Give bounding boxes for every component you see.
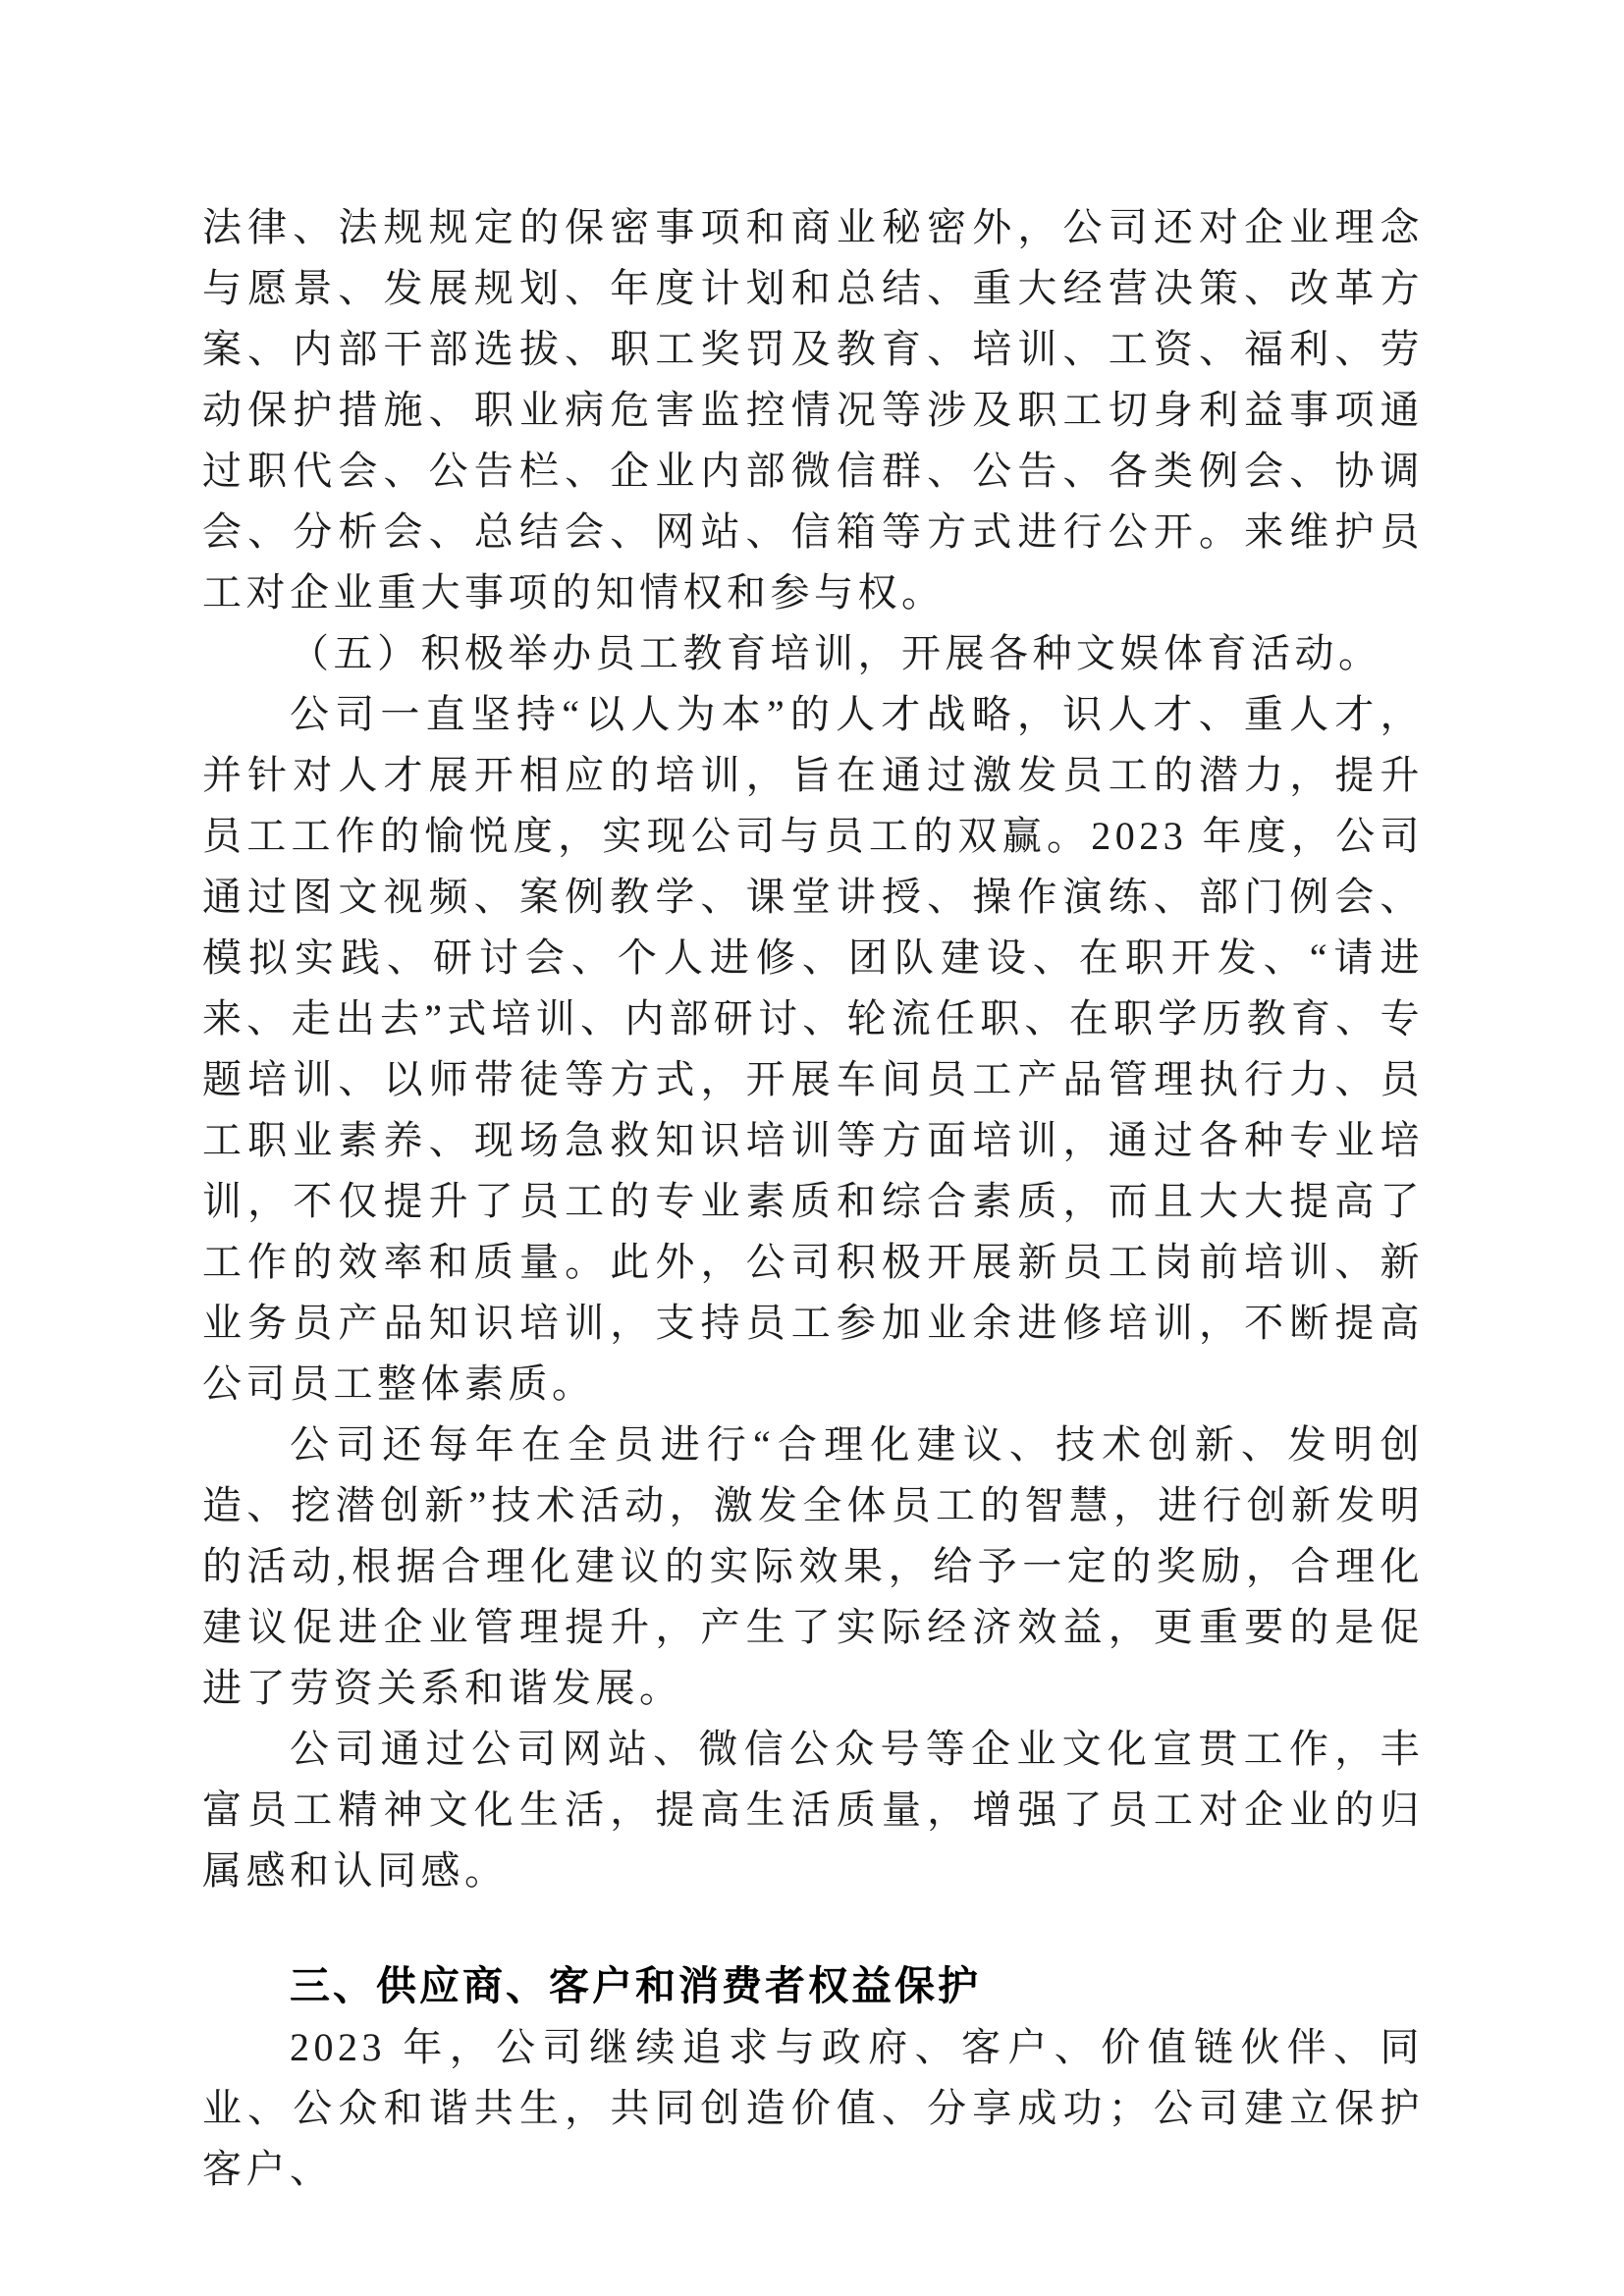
section-heading-supplier-customer-rights: 三、供应商、客户和消费者权益保护 (290, 1963, 981, 2008)
body-paragraph-training: 公司一直坚持“以人为本”的人才战略，识人才、重人才，并针对人才展开相应的培训，旨在通过激发员工的潜力，提升员工工作的愉悦度，实现公司与员工的双赢。2023 年度，公司通过图文视频、案例教学、课堂讲授、操作演练、部门例会、模拟实践、研讨会、个人进修、团队建设、在职开发、“请进来、走出去”式培训、内部研讨、轮流任职、在职学历教育、专题培训、以师带徒等方式，开展车间员工产品管理执行力、员工职业素养、现场急救知识培训等方面培训，通过各种专业培训，不仅提升了员工的专业素质和综合素质，而且大大提高了工作的效率和质量。此外，公司积极开展新员工岗前培训、新业务员产品知识培训，支持员工参加业余进修培训，不断提高公司员工整体素质。 (202, 692, 1424, 1406)
body-paragraph-culture: 公司通过公司网站、微信公众号等企业文化宣贯工作，丰富员工精神文化生活，提高生活质量，增强了员工对企业的归属感和认同感。 (202, 1727, 1424, 1893)
body-paragraph-employee-rights: 法律、法规规定的保密事项和商业秘密外，公司还对企业理念与愿景、发展规划、年度计划和总结、重大经营决策、改革方案、内部干部选拔、职工奖罚及教育、培训、工资、福利、劳动保护措施、职业病危害监控情况等涉及职工切身利益事项通过职代会、公告栏、企业内部微信群、公告、各类例会、协调会、分析会、总结会、网站、信箱等方式进行公开。来维护员工对企业重大事项的知情权和参与权。 (202, 205, 1424, 614)
body-paragraph-2023-cooperation: 2023 年，公司继续追求与政府、客户、价值链伙伴、同业、公众和谐共生，共同创造价值、分享成功；公司建立保护客户、 (202, 2025, 1424, 2191)
body-paragraph-item-five: （五）积极举办员工教育培训，开展各种文娱体育活动。 (290, 631, 1382, 675)
body-paragraph-innovation: 公司还每年在全员进行“合理化建议、技术创新、发明创造、挖潜创新”技术活动，激发全体员工的智慧，进行创新发明的活动,根据合理化建议的实际效果，给予一定的奖励，合理化建议促进企业管理提升，产生了实际经济效益，更重要的是促进了劳资关系和谐发展。 (202, 1422, 1424, 1710)
